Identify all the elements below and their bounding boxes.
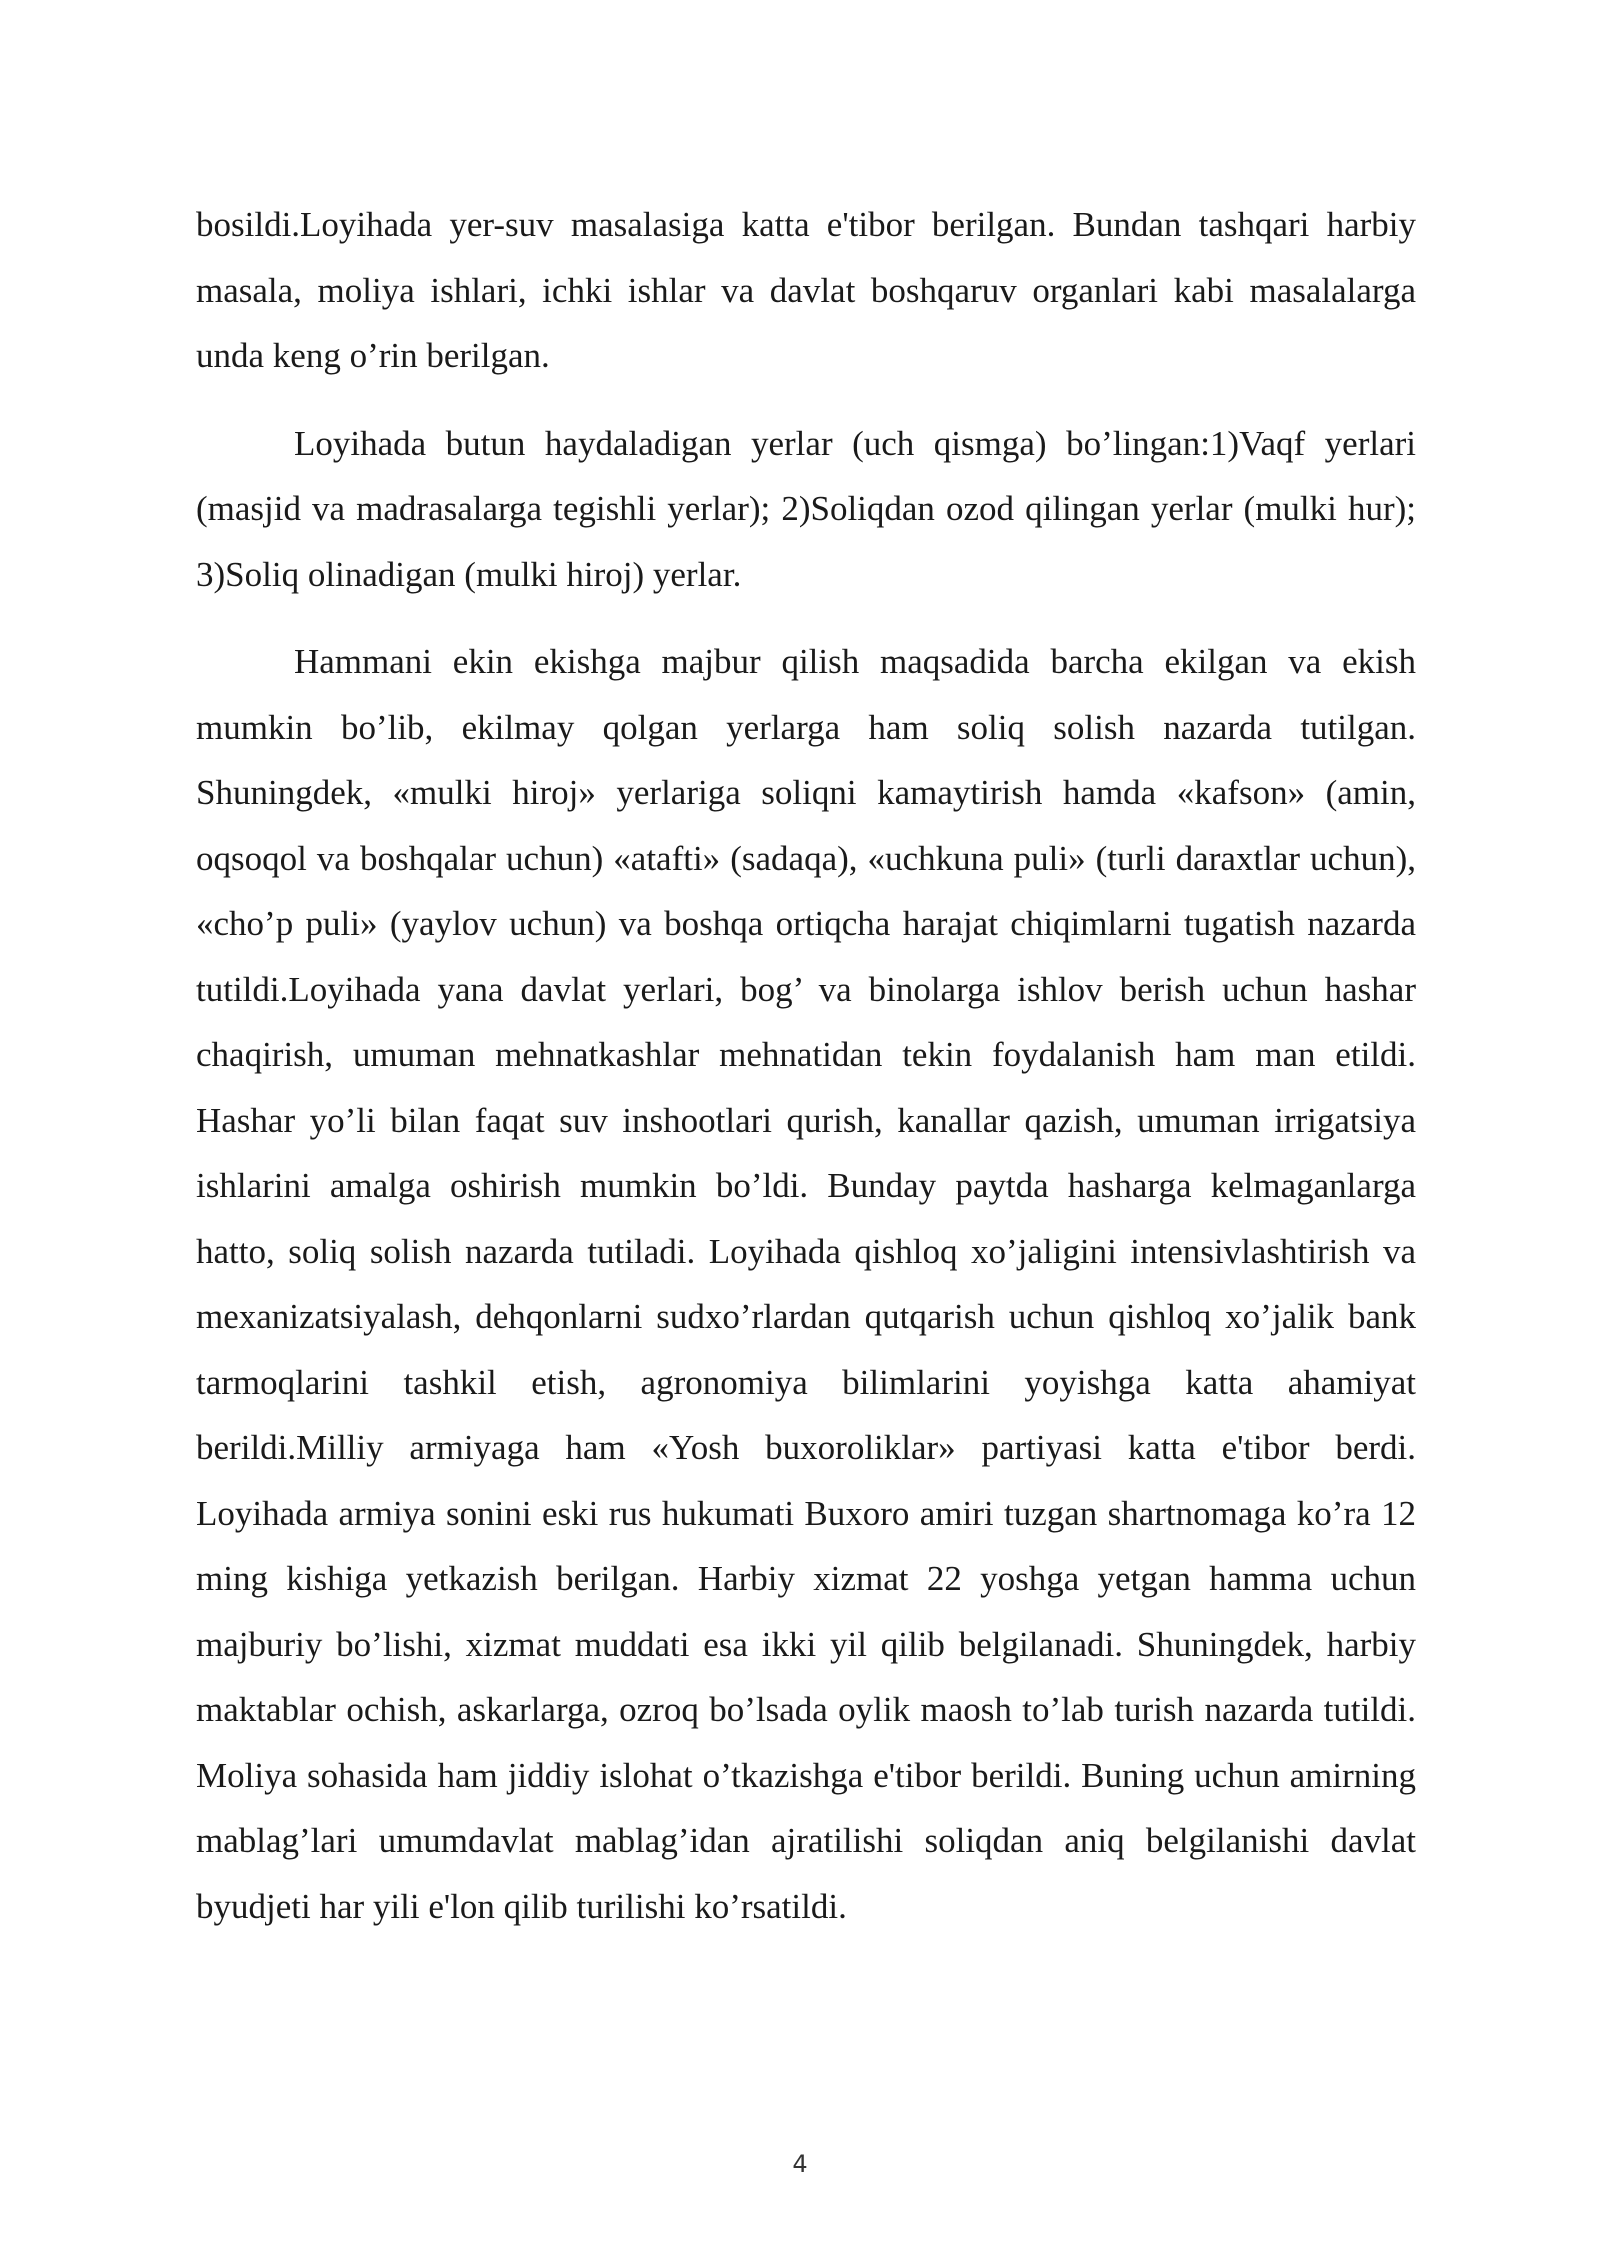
page-number: 4 xyxy=(792,2150,808,2178)
paragraph-1: bosildi.Loyihada yer-suv masalasiga katta e'tibor berilgan. Bundan tashqari harbiy masala, moliya ishlari, ichki ishlar va davlat boshqaruv organlari kabi masalalarga unda keng o’rin berilgan. xyxy=(196,205,1416,375)
body-text xyxy=(196,192,1416,1961)
paragraph-2: Loyihada butun haydaladigan yerlar (uch qismga) bo’lingan:1)Vaqf yerlari (masjid va madrasalarga tegishli yerlar); 2)Soliqdan ozod qilingan yerlar (mulki hur); 3)Soliq olinadigan (mulki hiroj) yerlar. xyxy=(196,423,1416,594)
paragraph-3: Hammani ekin ekishga majbur qilish maqsadida barcha ekilgan va ekish mumkin bo’lib, ekilmay qolgan yerlarga ham soliq solish nazarda tutilgan. Shuningdek, «mulki hiroj» yerlariga soliqni kamaytirish hamda «kafson» (amin, oqsoqol va boshqalar uchun) «atafti» (sadaqa), «uchkuna puli» (turli daraxtlar uchun), «cho’p puli» (yaylov uchun) va boshqa ortiqcha harajat chiqimlarni tugatish nazarda tutildi.Loyihada yana davlat yerlari, bog’ va binolarga ishlov berish uchun hashar chaqirish, umuman mehnatkashlar mehnatidan tekin foydalanish ham man etildi. Hashar yo’li bilan faqat suv inshootlari qurish, kanallar qazish, umuman irrigatsiya ishlarini amalga oshirish mumkin bo’ldi. Bunday paytda hasharga kelmaganlarga hatto, soliq solish nazarda tutiladi. Loyihada qishloq xo’jaligini intensivlashtirish va mexanizatsiyalash, dehqonlarni sudxo’rlardan qutqarish uchun qishloq xo’jalik bank tarmoqlarini tashkil etish, agronomiya bilimlarini yoyishga katta ahamiyat berildi.Milliy armiyaga ham «Yosh buxoroliklar» partiyasi katta e'tibor berdi. Loyihada armiya sonini eski rus hukumati Buxoro amiri tuzgan shartnomaga ko’ra 12 ming kishiga yetkazish berilgan. Harbiy xizmat 22 yoshga yetgan hamma uchun majburiy bo’lishi, xizmat muddati esa ikki yil qilib belgilanadi. Shuningdek, harbiy maktablar ochish, askarlarga, ozroq bo’lsada oylik maosh to’lab turish nazarda tutildi. Moliya sohasida ham jiddiy islohat o’tkazishga e'tibor berildi. Buning uchun amirning mablag’lari umumdavlat mablag’idan ajratilishi soliqdan aniq belgilanishi davlat byudjeti har yili e'lon qilib turilishi ko’rsatildi. xyxy=(196,642,1416,1926)
